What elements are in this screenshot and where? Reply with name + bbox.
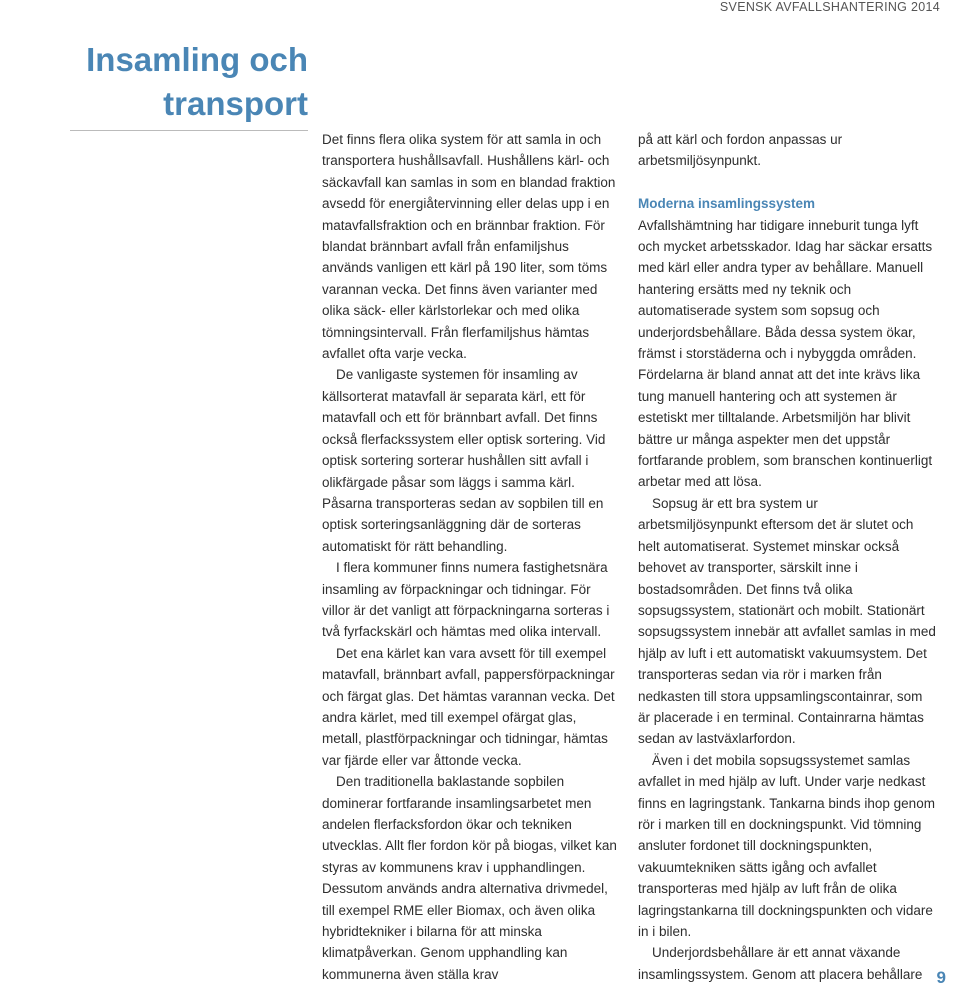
paragraph: De vanligaste systemen för insamling av källsorterat matavfall är separata kärl, ett för matavfall och ett för brännbart avfall. Det finns också flerfackssystem eller optisk sortering. Vid optisk sortering sorterar hushållen sitt avfall i olikfärgade påsar som läggs i samma kärl. Påsarna transporteras sedan av sopbilen till en optisk sorteringsanläggning där de sorteras automatiskt för rätt behandling. <box>322 367 606 554</box>
paragraph: Fördelarna är bland annat att det inte krävs lika tung manuell hantering och att systemen är estetiskt mer tilltalande. Arbetsmiljön har blivit bättre ur många aspekter men det uppstår fortfarande problem, som branschen kontinuerligt arbetar med att lösa. <box>638 367 933 490</box>
article-title <box>8 38 308 126</box>
right-text-column <box>638 129 938 985</box>
paragraph-continuation: på att kärl och fordon anpassas ur arbetsmiljösynpunkt. <box>638 132 843 169</box>
paragraph: Det finns flera olika system för att samla in och transportera hushållsavfall. Hushållens kärl- och säckavfall kan samlas in som en blandad fraktion avsedd för energiåtervinning eller delas upp i en matavfallsfraktion och en brännbar fraktion. För blandat brännbart avfall från enfamiljshus används vanligen ett kärl på 190 liter, som töms varannan vecka. Det finns även varianter med olika säck- eller kärlstorlekar och med olika tömningsintervall. Från flerfamiljshus hämtas avfallet ofta varje vecka. <box>322 132 616 362</box>
article-title-line-1: Insamling och <box>86 41 308 78</box>
section-heading: Moderna insamlingssystem <box>638 196 816 212</box>
title-divider <box>70 130 308 131</box>
paragraph: Underjordsbehållare är ett annat växande insamlingssystem. Genom att placera behållare <box>638 945 923 982</box>
paragraph: Även i det mobila sopsugssystemet samlas avfallet in med hjälp av luft. Under varje nedkast finns en lagringstank. Tankarna binds ihop genom rör i marken till en dockningspunkt. Vid tömning ansluter fordonet till dockningspunkten, vakuumtekniken sätts igång och avfallet transporteras med hjälp av luft från de olika lagringstankarna till dockningspunkten och vidare in i bilen. <box>638 752 935 940</box>
running-header: SVENSK AVFALLSHANTERING 2014 <box>719 0 940 14</box>
paragraph: Sopsug är ett bra system ur arbetsmiljösynpunkt eftersom det är slutet och helt automatiserat. Systemet minskar också behovet av transporter, särskilt inne i bostadsområden. Det finns två olika sopsugssystem, stationärt och mobilt. Stationärt sopsugssystem innebär att avfallet samlas in med hjälp av luft i ett automatiskt vakuumsystem. Det transporteras sedan via rör i marken från nedkasten till stora uppsamlingscontainrar, som är placerade i en terminal. Containrarna hämtas sedan av lastväxlarfordon. <box>638 495 936 747</box>
paragraph: Det ena kärlet kan vara avsett för till exempel matavfall, brännbart avfall, pappersförpackningar och färgat glas. Det hämtas varannan vecka. Det andra kärlet, med till exempel ofärgat glas, metall, plastförpackningar och tidningar, hämtas var fjärde eller var åttonde vecka. <box>322 645 615 768</box>
paragraph: Avfallshämtning har tidigare inneburit tunga lyft och mycket arbetsskador. Idag har säckar ersatts med kärl eller andra typer av behållare. Manuell hantering ersätts med ny teknik och automatiserade system som sopsug och underjordsbehållare. Båda dessa system ökar, främst i storstäderna och i nybyggda områden. <box>638 217 933 362</box>
article-title-line-2: transport <box>163 85 308 122</box>
section-spacer <box>638 172 938 193</box>
paragraph: I flera kommuner finns numera fastighetsnära insamling av förpackningar och tidningar. För villor är det vanligt att förpackningarna sorteras i två fyrfackskärl och hämtas med olika intervall. <box>322 560 610 640</box>
left-text-column <box>322 129 618 985</box>
paragraph: Den traditionella baklastande sopbilen dominerar fortfarande insamlingsarbetet men andelen flerfacksfordon ökar och tekniken utvecklas. Allt fler fordon kör på biogas, vilket kan styras av kommunens krav i upphandlingen. Dessutom används andra alternativa drivmedel, till exempel RME eller Biomax, och även olika hybridtekniker i bilarna för att minska klimatpåverkan. Genom upphandling kan kommunerna även ställa krav <box>322 774 617 982</box>
page-number: 9 <box>936 968 946 987</box>
